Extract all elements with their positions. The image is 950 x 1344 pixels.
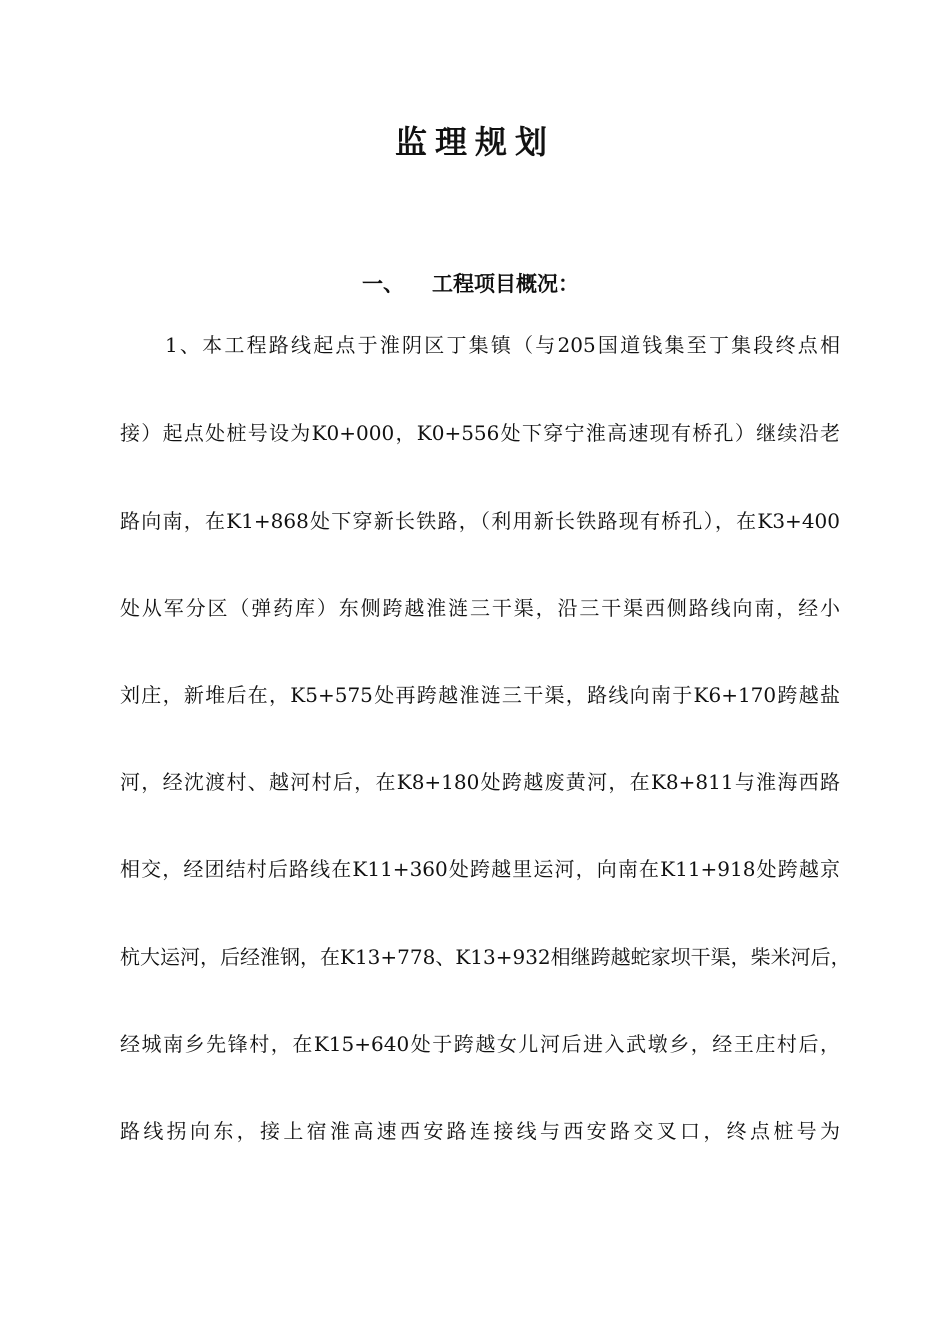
paragraph-line: 经城南乡先锋村，在K15+640处于跨越女儿河后进入武墩乡，经王庄村后， bbox=[120, 1032, 840, 1056]
paragraph-line: 河，经沈渡村、越河村后，在K8+180处跨越废黄河，在K8+811与淮海西路 bbox=[120, 770, 840, 794]
document-title: 监理规划 bbox=[394, 123, 555, 161]
paragraph-line: 相交，经团结村后路线在K11+360处跨越里运河，向南在K11+918处跨越京 bbox=[120, 857, 840, 881]
paragraph-line: 路线拐向东，接上宿淮高速西安路连接线与西安路交叉口，终点桩号为 bbox=[120, 1119, 840, 1143]
paragraph-line: 杭大运河，后经淮钢，在K13+778、K13+932相继跨越蛇家坝干渠，柴米河后， bbox=[120, 945, 851, 969]
section-number: 一、 bbox=[362, 272, 404, 296]
section-heading-text: 工程项目概况： bbox=[432, 272, 579, 296]
section-heading bbox=[362, 268, 579, 300]
paragraph-line: 路向南，在K1+868处下穿新长铁路，（利用新长铁路现有桥孔），在K3+400 bbox=[120, 509, 840, 533]
paragraph-line: 1、本工程路线起点于淮阴区丁集镇（与205国道钱集至丁集段终点相 bbox=[165, 333, 840, 357]
paragraph-line: 接）起点处桩号设为K0+000，K0+556处下穿宁淮高速现有桥孔）继续沿老 bbox=[120, 421, 840, 445]
paragraph-line: 刘庄，新堆后在，K5+575处再跨越淮涟三干渠，路线向南于K6+170跨越盐 bbox=[120, 683, 840, 707]
paragraph-line: 处从军分区（弹药库）东侧跨越淮涟三干渠，沿三干渠西侧路线向南，经小 bbox=[120, 596, 840, 620]
